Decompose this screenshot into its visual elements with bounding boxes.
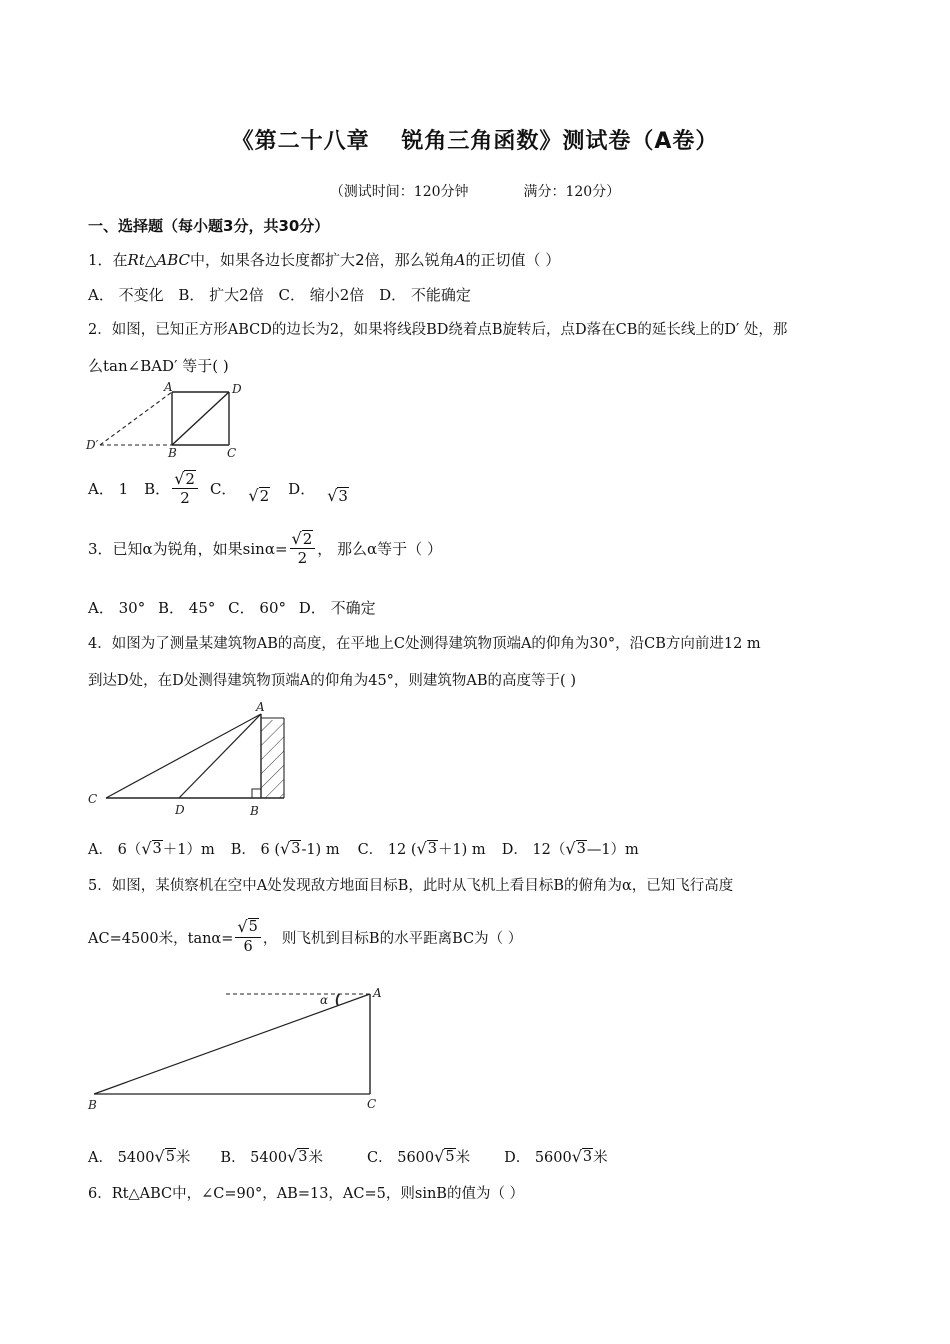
test-time: （测试时间：120分钟	[329, 184, 469, 200]
q3-text-a: 3．已知α为锐角，如果sinα=	[88, 540, 288, 558]
q1-option-c[interactable]: C． 缩小2倍	[278, 286, 365, 304]
q4-building-figure	[84, 696, 294, 818]
q5-c-rad: 5	[445, 1149, 455, 1165]
q3-den: 2	[297, 549, 308, 567]
page-title: 《第二十八章 锐角三角函数》测试卷（A卷）	[231, 129, 719, 154]
q1-rt: Rt	[127, 251, 145, 269]
q1-option-a[interactable]: A． 不变化	[88, 286, 164, 304]
q2-option-c-label[interactable]: C．	[209, 480, 237, 498]
q1-text-b: 中，如果各边长度都扩大	[190, 251, 356, 269]
q2-option-d-value: √ 3	[327, 485, 348, 505]
question-5-line1: 5．如图，某侦察机在空中A处发现敌方地面目标B，此时从飞机上看目标B的俯角为α，已知飞行高度	[88, 878, 734, 894]
q5-num: 5	[248, 919, 258, 935]
q5-a-pre: A． 5400	[88, 1150, 155, 1166]
q5-a-rad: 5	[165, 1149, 175, 1165]
q4-d-rad: 3	[576, 841, 586, 857]
q4-label-b: B	[250, 804, 259, 818]
q5-label-alpha: α	[320, 993, 329, 1007]
q5-option-c[interactable]: C． 5600 √ 5 米	[367, 1147, 471, 1166]
question-6-stem: 6．Rt△ABC中，∠C=90°，AB=13，AC=5，则sinB的值为（ ）	[88, 1186, 525, 1202]
q5-label-b: B	[88, 1098, 97, 1112]
q1-triangle-symbol: △	[144, 251, 157, 269]
q5-text-a: AC=4500米，tanα=	[88, 930, 234, 947]
q5-label-a: A	[373, 986, 382, 1000]
q1-text-c: 倍，那么锐角	[364, 251, 455, 269]
question-4-line1: 4．如图为了测量某建筑物AB的高度，在平地上C处测得建筑物顶端A的仰角为30°，沿CB方向前进12 m	[88, 636, 761, 652]
q2-b-den: 2	[180, 489, 190, 507]
q4-b-pre: B． 6 (	[230, 842, 280, 858]
q2-d-radicand: 3	[338, 486, 348, 505]
q1-option-d[interactable]: D． 不能确定	[379, 286, 471, 304]
q5-fraction: √ 5 6	[235, 918, 260, 956]
q3-text-b: ， 那么α等于（ ）	[317, 540, 442, 558]
q5-b-rad: 3	[298, 1149, 308, 1165]
question-2-line2: 么tan∠BAD′ 等于( )	[88, 357, 229, 375]
q3-option-a[interactable]: A． 30°	[88, 599, 146, 617]
test-score: 满分：120分）	[523, 184, 621, 200]
question-2-options	[88, 470, 349, 507]
question-3-options	[88, 597, 376, 618]
q4-right-angle	[252, 789, 261, 798]
q4-option-d[interactable]: D． 12（ √ 3 —1）m	[501, 839, 639, 858]
q4-d-post: —1）m	[586, 842, 639, 858]
q1-option-b[interactable]: B． 扩大2倍	[178, 286, 264, 304]
q4-option-c[interactable]: C． 12 ( √ 3 ＋1) m	[357, 839, 486, 858]
q3-option-b[interactable]: B． 45°	[157, 599, 216, 617]
q2-dashed-adp	[100, 392, 172, 445]
q4-b-post: -1) m	[301, 842, 340, 858]
q5-option-d[interactable]: D． 5600 √ 3 米	[504, 1147, 608, 1166]
q4-a-pre: A． 6（	[88, 842, 142, 858]
question-3-stem	[88, 530, 442, 567]
test-info	[0, 181, 950, 201]
q2-c-radicand: 2	[259, 486, 270, 505]
q5-option-b[interactable]: B． 5400 √ 3 米	[220, 1147, 324, 1166]
q2-square-figure	[84, 382, 254, 460]
q5-angle-arc	[337, 994, 339, 1006]
q4-label-a: A	[256, 700, 265, 714]
question-1-stem	[88, 249, 560, 270]
question-4-line2: 到达D处，在D处测得建筑物顶端A的仰角为45°，则建筑物AB的高度等于( )	[88, 673, 576, 689]
q4-option-a[interactable]: A． 6（ √ 3 ＋1）m	[88, 839, 215, 858]
q4-c-rad: 3	[427, 841, 437, 857]
question-1-options	[88, 284, 471, 305]
q3-fraction: √ 2 2	[290, 530, 316, 567]
q4-d-pre: D． 12（	[501, 842, 566, 858]
q5-text-b: ， 则飞机到目标B的水平距离BC为（ ）	[262, 930, 523, 947]
q4-label-c: C	[88, 792, 98, 806]
q4-c-pre: C． 12 (	[357, 842, 417, 858]
question-5-line2	[88, 918, 522, 956]
q2-option-c-value: √ 2	[248, 485, 270, 505]
q2-label-c: C	[227, 446, 237, 460]
q2-diagonal-bd	[172, 392, 229, 445]
q2-option-b-label[interactable]: B．	[144, 480, 171, 498]
q5-line-ab	[94, 994, 370, 1094]
q3-option-d[interactable]: D． 不确定	[298, 599, 376, 617]
q4-a-rad: 3	[152, 841, 162, 857]
q5-b-post: 米	[308, 1150, 324, 1166]
q5-d-post: 米	[593, 1150, 608, 1166]
q4-option-b[interactable]: B． 6 ( √ 3 -1) m	[230, 839, 340, 858]
q1-abc: ABC	[156, 251, 191, 269]
q5-plane-figure	[84, 984, 394, 1114]
q5-option-a[interactable]: A． 5400 √ 5 米	[88, 1147, 191, 1166]
q4-a-post: ＋1）m	[162, 842, 215, 858]
question-2-line1: 2．如图，已知正方形ABCD的边长为2，如果将线段BD绕着点B旋转后，点D落在CB的延长线上的D′ 处，那	[88, 322, 788, 338]
q4-line-da	[179, 714, 261, 798]
q5-b-pre: B． 5400	[220, 1150, 288, 1166]
q2-b-num: 2	[185, 470, 195, 488]
q2-label-dprime: D′	[86, 438, 99, 452]
section-heading: 一、选择题（每小题3分，共30分）	[88, 217, 330, 235]
q2-label-d: D	[232, 382, 242, 396]
q2-option-d-label[interactable]: D．	[288, 480, 316, 498]
q2-option-b-fraction: √ 2 2	[172, 470, 198, 507]
q4-line-ca	[106, 714, 261, 798]
q3-num: 2	[302, 530, 313, 548]
q1-two: 2	[355, 251, 365, 269]
q2-option-a[interactable]: A． 1	[88, 480, 129, 498]
q1-angle-a: A	[454, 251, 466, 269]
question-5-options	[88, 1146, 608, 1167]
q2-label-a: A	[164, 382, 173, 394]
q5-a-post: 米	[175, 1150, 191, 1166]
q3-option-c[interactable]: C． 60°	[228, 599, 286, 617]
q4-b-rad: 3	[291, 841, 301, 857]
q4-label-d: D	[175, 803, 185, 817]
q2-label-b: B	[168, 446, 177, 460]
q5-d-pre: D． 5600	[504, 1150, 572, 1166]
q5-c-pre: C． 5600	[367, 1150, 435, 1166]
q5-c-post: 米	[455, 1150, 471, 1166]
q5-d-rad: 3	[582, 1149, 593, 1165]
q5-label-c: C	[367, 1097, 377, 1111]
q5-den: 6	[243, 939, 253, 955]
q4-c-post: ＋1) m	[437, 842, 486, 858]
q1-text-d: 的正切值（ ）	[465, 251, 561, 269]
question-4-options	[88, 838, 639, 859]
q1-text-a: 1．在	[88, 251, 128, 269]
q4-hatch	[261, 720, 284, 798]
